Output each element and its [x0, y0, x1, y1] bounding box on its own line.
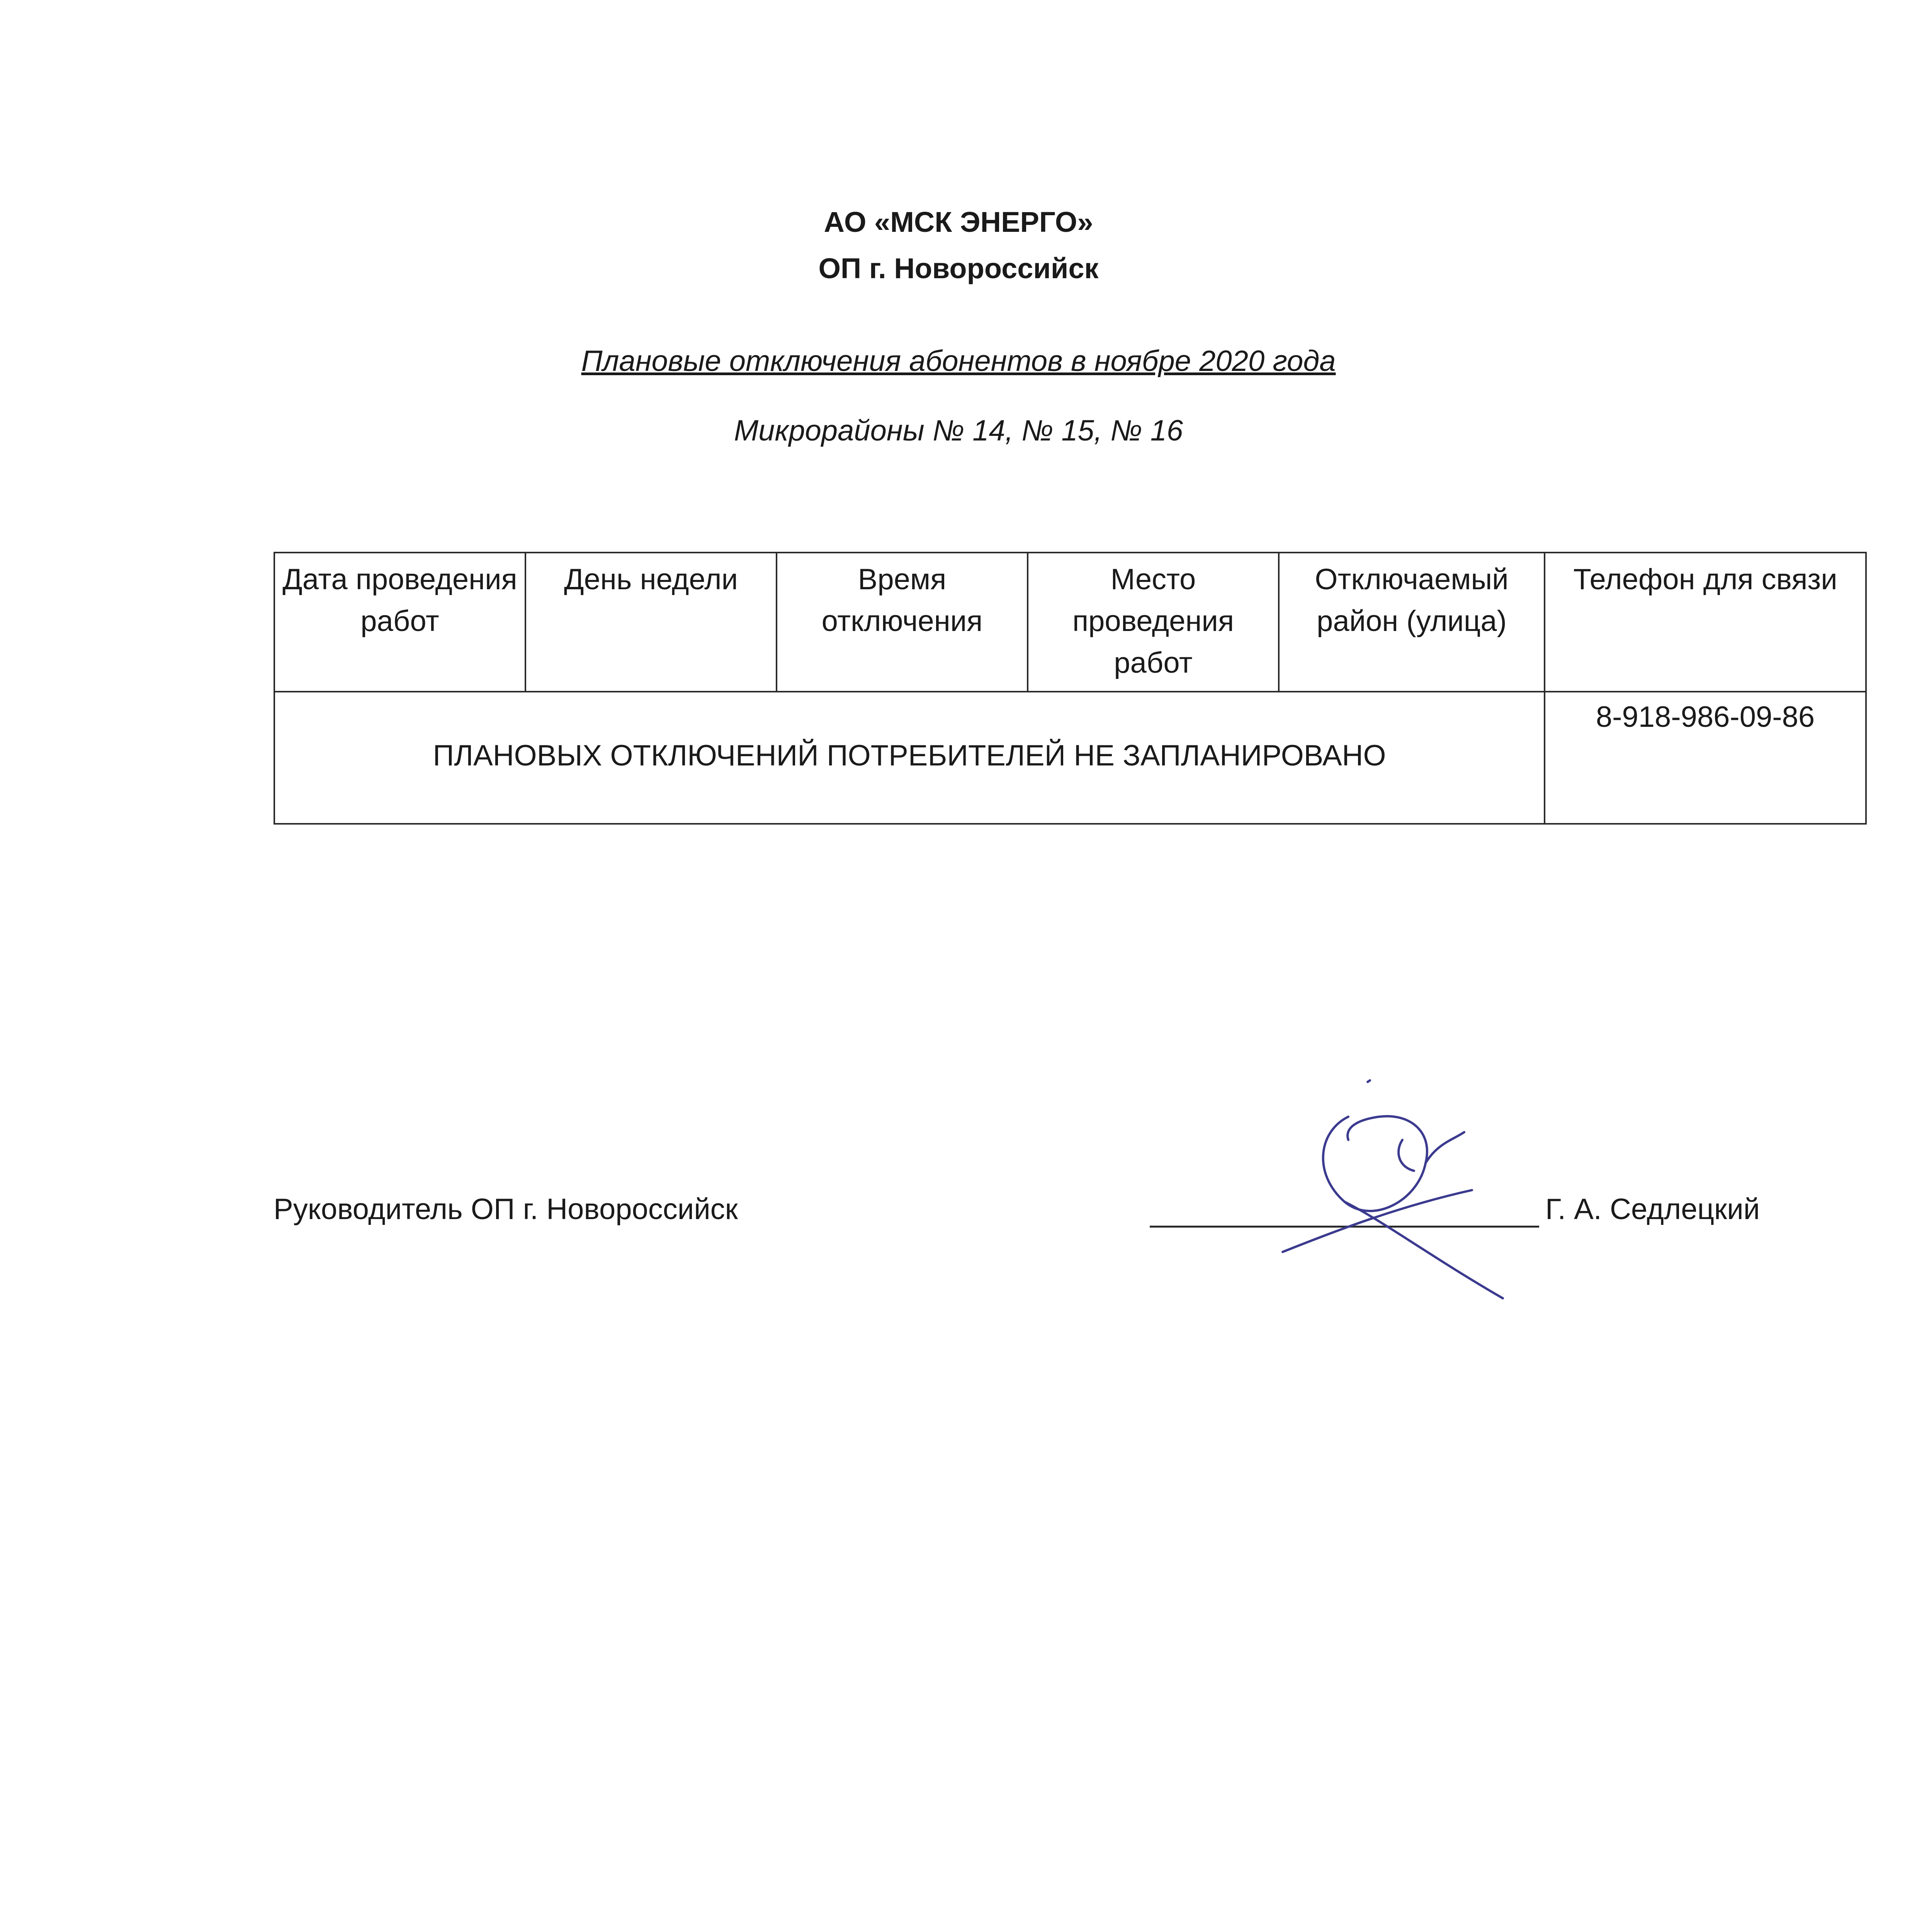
no-outages-notice: ПЛАНОВЫХ ОТКЛЮЧЕНИЙ ПОТРЕБИТЕЛЕЙ НЕ ЗАПЛАНИРОВАНО [274, 692, 1545, 824]
branch-name: ОП г. Новороссийск [818, 252, 1099, 284]
column-header-time: Время отключения [777, 553, 1028, 692]
column-header-phone: Телефон для связи [1545, 553, 1866, 692]
column-header-place: Место проведения работ [1028, 553, 1279, 692]
signatory-name: Г. А. Седлецкий [1545, 1193, 1760, 1226]
table-row [274, 692, 1866, 824]
outage-table [274, 552, 1867, 825]
column-header-weekday: День недели [525, 553, 777, 692]
handwritten-signature [1256, 1074, 1584, 1325]
organization-name: АО «МСК ЭНЕРГО» [824, 206, 1093, 238]
contact-phone: 8-918-986-09-86 [1545, 692, 1866, 824]
column-header-district: Отключаемый район (улица) [1279, 553, 1545, 692]
table-header-row [274, 553, 1866, 692]
document-subtitle: Микрорайоны № 14, № 15, № 16 [734, 414, 1183, 447]
document-header [0, 199, 1917, 450]
document-title: Плановые отключения абонентов в ноябре 2020 года [581, 345, 1336, 378]
column-header-date: Дата проведения работ [274, 553, 525, 692]
signatory-position: Руководитель ОП г. Новороссийск [274, 1193, 738, 1226]
